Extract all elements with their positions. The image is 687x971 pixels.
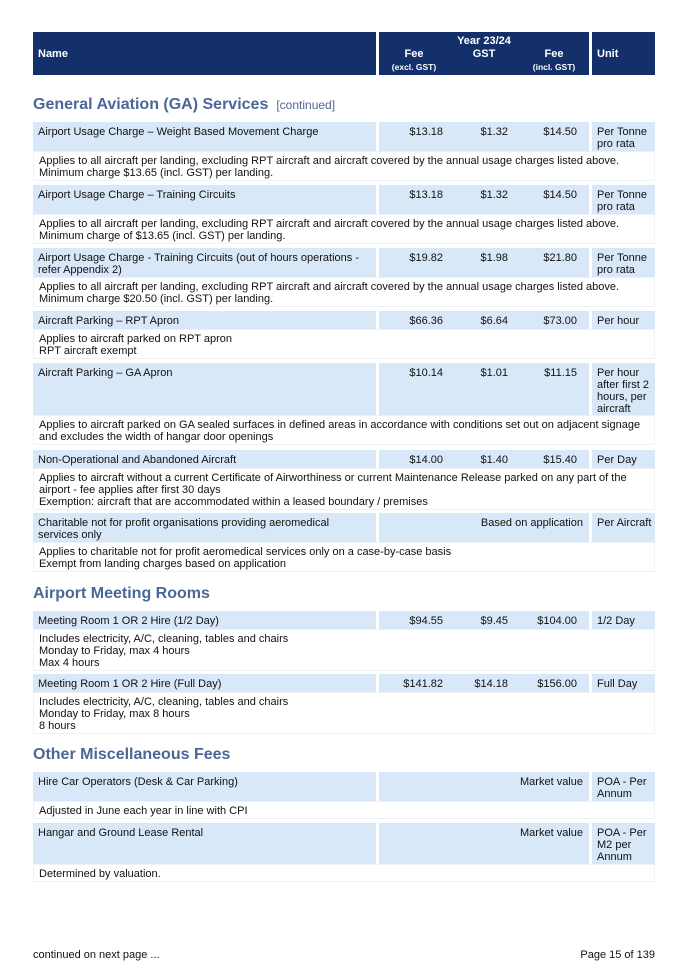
- table-header: [33, 32, 655, 75]
- row-fees-cell: [379, 611, 589, 629]
- row-fee-incl: $21.80: [543, 252, 577, 264]
- table-row: [33, 122, 655, 151]
- row-unit: POA - Per Annum: [597, 776, 647, 800]
- row-fee-excl: $19.82: [409, 252, 443, 264]
- row-note-text: Applies to aircraft parked on GA sealed surfaces in defined areas in accordance with conditions set out on adjacent signage and excludes the width of hangar door openings: [39, 419, 641, 443]
- page-number: Page 15 of 139: [580, 949, 655, 961]
- row-fees-cell: [379, 185, 589, 214]
- row-note-text: Determined by valuation.: [39, 868, 161, 880]
- row-fees-cell: [379, 674, 589, 692]
- row-fee-incl: $14.50: [543, 189, 577, 201]
- header-unit: [592, 32, 655, 75]
- table-row: [33, 674, 655, 692]
- table-row: [33, 185, 655, 214]
- row-fee-excl: $14.00: [409, 454, 443, 466]
- row-name: Hangar and Ground Lease Rental: [38, 827, 204, 839]
- row-name: Aircraft Parking – GA Apron: [38, 367, 173, 379]
- row-value: Based on application: [480, 517, 583, 529]
- row-fee-excl: $66.36: [409, 315, 443, 327]
- row-name: Charitable not for profit organisations providing aeromedical services only: [38, 517, 330, 541]
- row-note: [33, 801, 655, 819]
- row-gst: $9.45: [480, 615, 508, 627]
- section-title-misc: [33, 746, 230, 764]
- row-note-text: Applies to all aircraft per landing, excluding RPT aircraft and aircraft covered by the annual usage charges listed above. Minimum charge $13.65 (incl. GST) per landing.: [39, 155, 620, 179]
- row-gst: $1.32: [480, 126, 508, 138]
- row-gst: $1.32: [480, 189, 508, 201]
- table-row: [33, 513, 655, 542]
- row-unit-cell: [592, 185, 655, 214]
- section-continued-label: [continued]: [276, 98, 336, 112]
- row-unit: Per hour: [597, 315, 640, 327]
- row-name: Airport Usage Charge – Weight Based Movement Charge: [38, 126, 319, 138]
- row-note-text: Applies to all aircraft per landing, excluding RPT aircraft and aircraft covered by the annual usage charges listed above. Minimum charge $20.50 (incl. GST) per landing.: [39, 281, 620, 305]
- row-fee-excl: $13.18: [409, 126, 443, 138]
- row-name: Aircraft Parking – RPT Apron: [38, 315, 180, 327]
- row-unit: Per Aircraft: [597, 517, 652, 529]
- row-unit: Per Day: [597, 454, 637, 466]
- row-name-cell: [33, 450, 376, 468]
- row-note-text: Includes electricity, A/C, cleaning, tables and chairs Monday to Friday, max 4 hours Max 4 hours: [39, 633, 289, 669]
- table-row: [33, 772, 655, 801]
- section-title-misc-text: Other Miscellaneous Fees: [33, 746, 231, 763]
- row-name-cell: [33, 823, 376, 864]
- row-fees-cell: [379, 311, 589, 329]
- row-name-cell: [33, 122, 376, 151]
- row-fee-incl: $156.00: [537, 678, 577, 690]
- row-name-cell: [33, 311, 376, 329]
- header-fee-excl: [379, 48, 449, 74]
- row-note: [33, 468, 655, 510]
- row-unit-cell: [592, 363, 655, 415]
- header-gst: [449, 48, 519, 61]
- row-unit: Per Tonne pro rata: [597, 252, 647, 276]
- row-note: [33, 629, 655, 671]
- row-value-cell: [379, 772, 589, 801]
- row-value-cell: [379, 513, 589, 542]
- header-name-label: Name: [38, 48, 68, 60]
- row-unit-cell: [592, 450, 655, 468]
- row-note: [33, 151, 655, 181]
- row-fee-incl: $73.00: [543, 315, 577, 327]
- header-fee-incl-sub: (incl. GST): [532, 62, 576, 72]
- row-note: [33, 277, 655, 307]
- row-fee-excl: $94.55: [409, 615, 443, 627]
- row-note: [33, 214, 655, 244]
- footer-continued: continued on next page ...: [33, 949, 160, 961]
- header-fee-excl-sub: (excl. GST): [391, 62, 437, 72]
- row-fees-cell: [379, 450, 589, 468]
- row-unit-cell: [592, 311, 655, 329]
- row-name-cell: [33, 513, 376, 542]
- row-note: [33, 692, 655, 734]
- row-note-text: Applies to aircraft parked on RPT apron RPT aircraft exempt: [39, 333, 233, 357]
- row-fee-excl: $13.18: [409, 189, 443, 201]
- row-note-text: Adjusted in June each year in line with CPI: [39, 805, 248, 817]
- row-unit: Per hour after first 2 hours, per aircraft: [597, 367, 649, 415]
- row-unit: Full Day: [597, 678, 638, 690]
- row-name: Airport Usage Charge - Training Circuits (out of hours operations - refer Appendix 2): [38, 252, 359, 276]
- row-gst: $1.98: [480, 252, 508, 264]
- row-note: [33, 415, 655, 445]
- row-name: Meeting Room 1 OR 2 Hire (Full Day): [38, 678, 222, 690]
- row-unit: 1/2 Day: [597, 615, 635, 627]
- row-note: [33, 542, 655, 572]
- row-name-cell: [33, 772, 376, 801]
- row-unit-cell: [592, 823, 655, 864]
- row-fees-cell: [379, 363, 589, 415]
- row-unit-cell: [592, 674, 655, 692]
- row-name: Airport Usage Charge – Training Circuits: [38, 189, 236, 201]
- row-name-cell: [33, 363, 376, 415]
- row-fee-incl: $14.50: [543, 126, 577, 138]
- row-name: Non-Operational and Abandoned Aircraft: [38, 454, 237, 466]
- row-unit: POA - Per M2 per Annum: [597, 827, 647, 863]
- row-unit: Per Tonne pro rata: [597, 126, 647, 150]
- row-name-cell: [33, 674, 376, 692]
- row-gst: $1.40: [480, 454, 508, 466]
- table-row: [33, 611, 655, 629]
- row-unit-cell: [592, 611, 655, 629]
- section-title-ga: [33, 96, 335, 114]
- row-gst: $14.18: [474, 678, 508, 690]
- table-row: [33, 311, 655, 329]
- row-note: [33, 329, 655, 359]
- row-fees-cell: [379, 122, 589, 151]
- row-unit-cell: [592, 248, 655, 277]
- row-note-text: Applies to all aircraft per landing, excluding RPT aircraft and aircraft covered by the annual usage charges listed above. Minimum charge of $13.65 (incl. GST) per landing.: [39, 218, 620, 242]
- header-gst-label: GST: [472, 48, 496, 60]
- row-unit-cell: [592, 772, 655, 801]
- row-unit-cell: [592, 513, 655, 542]
- row-fee-excl: $141.82: [403, 678, 443, 690]
- table-row: [33, 823, 655, 864]
- row-unit: Per Tonne pro rata: [597, 189, 647, 213]
- row-fee-incl: $104.00: [537, 615, 577, 627]
- section-title-meeting: [33, 585, 210, 603]
- header-fee-incl-label: Fee: [544, 48, 564, 60]
- row-gst: $1.01: [480, 367, 508, 379]
- table-row: [33, 450, 655, 468]
- row-fee-incl: $11.15: [544, 367, 577, 379]
- row-fee-excl: $10.14: [409, 367, 443, 379]
- table-row: [33, 363, 655, 415]
- row-value: Market value: [520, 776, 583, 788]
- row-name-cell: [33, 611, 376, 629]
- row-unit-cell: [592, 122, 655, 151]
- row-note-text: Applies to aircraft without a current Certificate of Airworthiness or current Maintenance Release parked on any part of the airport - fee applies after first 30 days Exemption: aircraft that are accommodated within a leased boundary / premises: [39, 472, 627, 508]
- row-gst: $6.64: [480, 315, 508, 327]
- header-fee-excl-label: Fee: [404, 48, 424, 60]
- row-name: Hire Car Operators (Desk & Car Parking): [38, 776, 238, 788]
- row-value-cell: [379, 823, 589, 864]
- header-year-group: [379, 32, 589, 75]
- header-year: Year 23/24: [457, 35, 511, 47]
- row-fees-cell: [379, 248, 589, 277]
- row-fee-incl: $15.40: [543, 454, 577, 466]
- row-value: Market value: [520, 827, 583, 839]
- header-name: [33, 32, 376, 75]
- header-unit-label: Unit: [597, 48, 619, 60]
- header-fee-incl: [519, 48, 589, 74]
- row-note: [33, 864, 655, 882]
- row-note-text: Includes electricity, A/C, cleaning, tables and chairs Monday to Friday, max 8 hours 8 hours: [39, 696, 289, 732]
- section-title-ga-text: General Aviation (GA) Services: [33, 96, 269, 113]
- row-name: Meeting Room 1 OR 2 Hire (1/2 Day): [38, 615, 219, 627]
- row-note-text: Applies to charitable not for profit aeromedical services only on a case-by-case basis Exempt from landing charges based on application: [39, 546, 452, 570]
- row-name-cell: [33, 248, 376, 277]
- section-title-meeting-text: Airport Meeting Rooms: [33, 585, 210, 602]
- table-row: [33, 248, 655, 277]
- row-name-cell: [33, 185, 376, 214]
